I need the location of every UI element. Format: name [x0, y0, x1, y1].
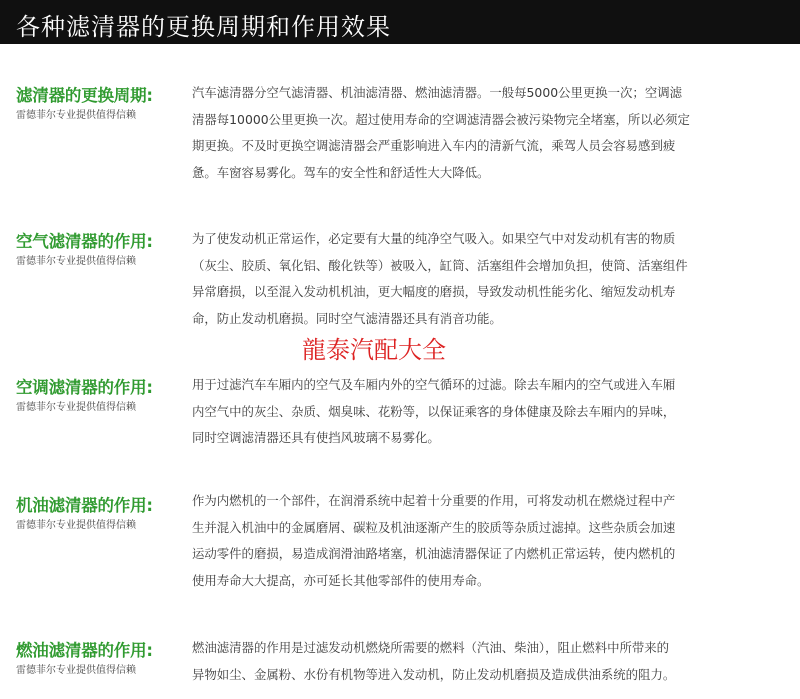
body-line: 同时空调滤清器还具有使挡风玻璃不易雾化。 [192, 430, 440, 445]
body-line: （灰尘、胶质、氧化铝、酸化铁等）被吸入，缸筒、活塞组件会增加负担，使筒、活塞组件 [192, 257, 688, 273]
body-line: 生并混入机油中的金属磨屑、碳粒及机油逐渐产生的胶质等杂质过滤掉。这些杂质会加速 [192, 519, 676, 535]
section-title: 燃油滤清器的作用: [16, 641, 153, 660]
section-subtitle: 雷德菲尔专业提供值得信赖 [16, 256, 136, 267]
body-line: 命，防止发动机磨损。同时空气滤清器还具有消音功能。 [192, 310, 502, 326]
body-line: 期更换。不及时更换空调滤清器会严重影响进入车内的清新气流，乘驾人员会容易感到疲 [192, 138, 676, 153]
section-label [16, 637, 184, 676]
section-label [16, 492, 184, 531]
body-line: 为了使发动机正常运作，必定要有大量的纯净空气吸入。如果空气中对发动机有害的物质 [192, 231, 676, 246]
section-label [16, 228, 184, 267]
page-header [0, 0, 800, 44]
section-label [16, 82, 184, 121]
section-subtitle: 雷德菲尔专业提供值得信赖 [16, 110, 136, 121]
section-title: 滤清器的更换周期: [16, 86, 153, 105]
body-line: 作为内燃机的一个部件，在润滑系统中起着十分重要的作用，可将发动机在燃烧过程中产 [192, 493, 676, 508]
section-subtitle: 雷德菲尔专业提供值得信赖 [16, 665, 136, 676]
body-line: 异常磨损，以至混入发动机机油，更大幅度的磨损，导致发动机性能劣化、缩短发动机寿 [192, 284, 676, 299]
section-body [192, 80, 788, 186]
section-label [16, 374, 184, 413]
body-line: 异物如尘、金属粉、水份有机物等进入发动机，防止发动机磨损及造成供油系统的阻力。 [192, 666, 676, 682]
page-title: 各种滤清器的更换周期和作用效果 [16, 13, 391, 41]
section-subtitle: 雷德菲尔专业提供值得信赖 [16, 402, 136, 413]
section-body [192, 488, 788, 594]
body-line: 用于过滤汽车车厢内的空气及车厢内外的空气循环的过滤。除去车厢内的空气或进入车厢 [192, 377, 676, 392]
section-subtitle: 雷德菲尔专业提供值得信赖 [16, 520, 136, 531]
section-title: 空气滤清器的作用: [16, 232, 153, 251]
body-line: 使用寿命大大提高，亦可延长其他零部件的使用寿命。 [192, 572, 490, 588]
section-body [192, 635, 788, 688]
section-body [192, 226, 788, 332]
section-title: 机油滤清器的作用: [16, 496, 153, 515]
body-line: 燃油滤清器的作用是过滤发动机燃烧所需要的燃料（汽油、柴油），阻止燃料中所带来的 [192, 640, 670, 655]
section-title: 空调滤清器的作用: [16, 378, 153, 397]
body-line: 汽车滤清器分空气滤清器、机油滤清器、燃油滤清器。一般每5000公里更换一次；空调滤 [192, 85, 682, 100]
body-line: 运动零件的磨损，易造成润滑油路堵塞，机油滤清器保证了内燃机正常运转，使内燃机的 [192, 546, 676, 561]
body-line: 内空气中的灰尘、杂质、烟臭味、花粉等，以保证乘客的身体健康及除去车厢内的异味， [192, 403, 676, 419]
watermark-text: 龍泰汽配大全 [302, 336, 446, 364]
body-line: 清器每10000公里更换一次。超过使用寿命的空调滤清器会被污染物完全堵塞，所以必须定 [192, 111, 690, 127]
section-body [192, 372, 788, 452]
body-line: 惫。车窗容易雾化。驾车的安全性和舒适性大大降低。 [192, 164, 490, 180]
